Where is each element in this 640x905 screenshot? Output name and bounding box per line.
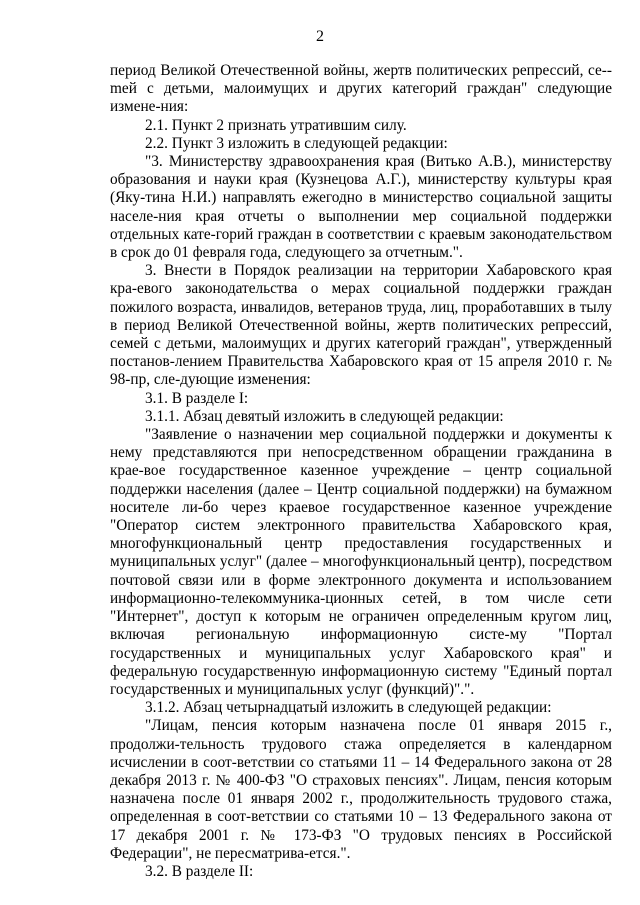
paragraph-3: 3. Внести в Порядок реализации на территории Хабаровского края кра-евого законодательства о мерах социальной поддержки граждан пожилого возраста, инвалидов, ветеранов труда, лиц, проработавших в тылу в период Великой Отечественной войны, жертв политических репрессий, семей с детьми, малоимущих и других категорий граждан", утвержденный постанов-лением Правительства Хабаровского края от 15 апреля 2010 г. № 98-пр, сле-дующие изменения:: [110, 262, 612, 389]
paragraph-2-1: 2.1. Пункт 2 признать утратившим силу.: [145, 116, 407, 134]
paragraph-3-1-1: 3.1.1. Абзац девятый изложить в следующей редакции:: [145, 407, 504, 425]
paragraph-3-1: 3.1. В разделе I:: [145, 389, 249, 407]
paragraph-point-3-text: "3. Министерству здравоохранения края (Витько А.В.), министерству образования и науки края (Кузнецова А.Г.), министерству культуры края (Яку-тина Н.И.) направлять ежегодно в министерство социальной защиты населе-ния края отчеты о выполнении мер социальной поддержки отдельных кате-горий граждан в соответствии с краевым законодательством в срок до 01 февраля года, следующего за отчетным.".: [110, 153, 612, 262]
paragraph-pension-text: "Лицам, пенсия которым назначена после 01 января 2015 г., продолжи-тельность трудового стажа определяется в календарном исчислении в соот-ветствии со статьями 11 – 14 Федерального закона от 28 декабря 2013 г. № 400-ФЗ "О страховых пенсиях". Лицам, пенсия которым назначена после 01 января 2002 г., продолжительность трудового стажа, определенная в соот-ветствии со статьями 10 – 13 Федерального закона от 17 декабря 2001 г. № 173-ФЗ "О трудовых пенсиях в Российской Федерации", не пересматрива-ется.".: [110, 717, 612, 862]
paragraph-3-1-2: 3.1.2. Абзац четырнадцатый изложить в следующей редакции:: [145, 699, 552, 717]
paragraph-3-2: 3.2. В разделе II:: [145, 862, 254, 880]
paragraph-2-2: 2.2. Пункт 3 изложить в следующей редакции:: [145, 134, 448, 152]
paragraph-application-text: "Заявление о назначении мер социальной поддержки и документы к нему представляются при непосредственном обращении гражданина в крае-вое государственное казенное учреждение – центр социальной поддержки населения (далее – Центр социальной поддержки) на бумажном носителе ли-бо через краевое государственное казенное учреждение "Оператор систем электронного правительства Хабаровского края, многофункциональный центр предоставления государственных и муниципальных услуг" (далее – многофункциональный центр), посредством почтовой связи или в форме электронного документа и использованием информационно-телекоммуника-ционных сетей, в том числе сети "Интернет", доступ к которым не ограничен определенным кругом лиц, включая региональную информационную систе-му "Портал государственных и муниципальных услуг Хабаровского края" и федеральную государственную информационную систему "Единый портал государственных и муниципальных услуг (функций)".".: [110, 426, 612, 698]
page-number: 2: [316, 28, 324, 45]
document-body: [110, 62, 612, 881]
paragraph-intro-continuation: период Великой Отечественной войны, жертв политических репрессий, се-mей с детьми, малоимущих и других категорий граждан" следующие измене-ния:: [110, 62, 612, 116]
